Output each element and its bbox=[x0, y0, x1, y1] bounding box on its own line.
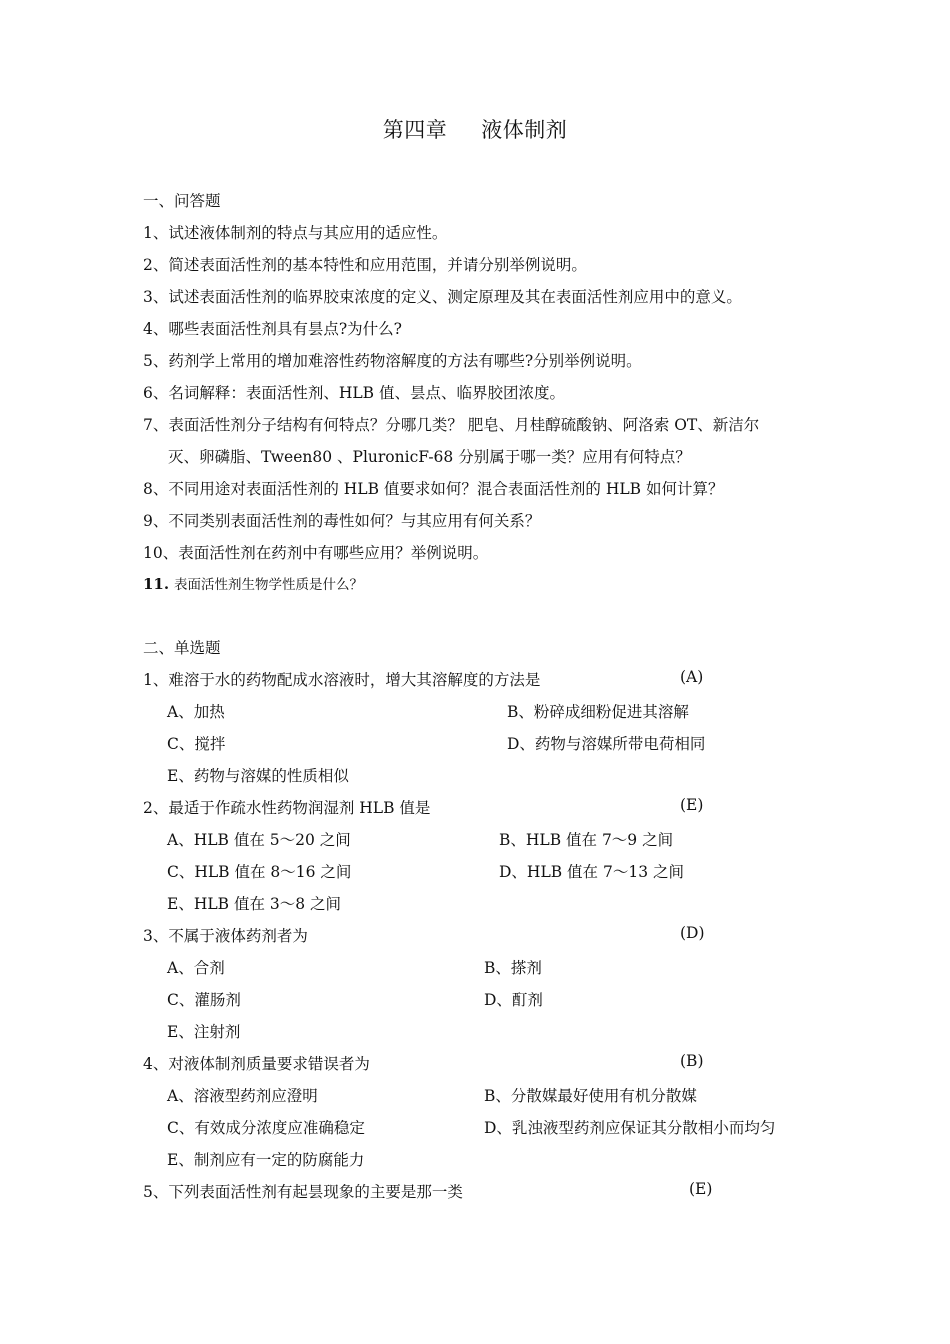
mcq-3-option-c: C、灌肠剂 bbox=[167, 991, 241, 1009]
qa-item-2: 2、简述表面活性剂的基本特性和应用范围，并请分别举例说明。 bbox=[143, 256, 587, 274]
qa-item-4: 4、哪些表面活性剂具有昙点?为什么? bbox=[143, 320, 402, 338]
mcq-4-stem: 4、对液体制剂质量要求错误者为 bbox=[143, 1055, 370, 1073]
qa-item-9: 9、不同类别表面活性剂的毒性如何？与其应用有何关系？ bbox=[143, 512, 541, 530]
mcq-5-answer: (E) bbox=[689, 1180, 713, 1198]
section-heading-qa: 一、问答题 bbox=[143, 192, 221, 210]
qa-item-11 bbox=[143, 573, 363, 593]
mcq-1-answer: (A) bbox=[680, 668, 704, 686]
mcq-3-option-a: A、合剂 bbox=[167, 959, 225, 977]
qa-item-1: 1、试述液体制剂的特点与其应用的适应性。 bbox=[143, 224, 448, 242]
qa-item-5: 5、药剂学上常用的增加难溶性药物溶解度的方法有哪些?分别举例说明。 bbox=[143, 352, 642, 370]
mcq-4-option-a: A、溶液型药剂应澄明 bbox=[167, 1087, 318, 1105]
mcq-1-option-c: C、搅拌 bbox=[167, 735, 226, 753]
mcq-2-stem: 2、最适于作疏水性药物润湿剂 HLB 值是 bbox=[143, 799, 431, 817]
mcq-1-option-d: D、药物与溶媒所带电荷相同 bbox=[507, 735, 706, 753]
mcq-3-stem: 3、不属于液体药剂者为 bbox=[143, 927, 308, 945]
mcq-3-option-b: B、搽剂 bbox=[484, 959, 542, 977]
qa-item-11-text: 表面活性剂生物学性质是什么？ bbox=[174, 577, 364, 593]
qa-item-10: 10、表面活性剂在药剂中有哪些应用？举例说明。 bbox=[143, 544, 489, 562]
mcq-4-option-c: C、有效成分浓度应准确稳定 bbox=[167, 1119, 365, 1137]
qa-item-7: 7、表面活性剂分子结构有何特点？分哪几类？ 肥皂、月桂醇硫酸钠、阿洛索 OT、新洁尔 bbox=[143, 416, 760, 434]
mcq-4-option-b: B、分散媒最好使用有机分散媒 bbox=[484, 1087, 697, 1105]
chapter-number: 第四章 bbox=[382, 118, 448, 142]
qa-item-6: 6、名词解释：表面活性剂、HLB 值、昙点、临界胶团浓度。 bbox=[143, 384, 565, 402]
mcq-5-stem: 5、下列表面活性剂有起昙现象的主要是那一类 bbox=[143, 1183, 463, 1201]
mcq-2-option-d: D、HLB 值在 7～13 之间 bbox=[499, 863, 684, 881]
mcq-4-option-e: E、制剂应有一定的防腐能力 bbox=[167, 1151, 365, 1169]
mcq-2-answer: (E) bbox=[680, 796, 704, 814]
mcq-2-option-b: B、HLB 值在 7～9 之间 bbox=[499, 831, 674, 849]
mcq-4-answer: (B) bbox=[680, 1052, 704, 1070]
mcq-2-option-a: A、HLB 值在 5～20 之间 bbox=[167, 831, 351, 849]
qa-item-3: 3、试述表面活性剂的临界胶束浓度的定义、测定原理及其在表面活性剂应用中的意义。 bbox=[143, 288, 742, 306]
mcq-2-option-e: E、HLB 值在 3～8 之间 bbox=[167, 895, 342, 913]
mcq-1-option-b: B、粉碎成细粉促进其溶解 bbox=[507, 703, 689, 721]
mcq-1-stem: 1、难溶于水的药物配成水溶液时，增大其溶解度的方法是 bbox=[143, 671, 541, 689]
mcq-2-option-c: C、HLB 值在 8～16 之间 bbox=[167, 863, 352, 881]
mcq-1-option-e: E、药物与溶媒的性质相似 bbox=[167, 767, 349, 785]
mcq-4-option-d: D、乳浊液型药剂应保证其分散相小而均匀 bbox=[484, 1119, 776, 1137]
mcq-3-option-e: E、注射剂 bbox=[167, 1023, 241, 1041]
qa-item-7-continued: 灭、卵磷脂、Tween80 、PluronicF-68 分别属于哪一类？应用有何特点？ bbox=[168, 448, 691, 466]
qa-item-8: 8、不同用途对表面活性剂的 HLB 值要求如何？混合表面活性剂的 HLB 如何计算？ bbox=[143, 480, 724, 498]
mcq-1-option-a: A、加热 bbox=[167, 703, 225, 721]
section-heading-mcq: 二、单选题 bbox=[143, 639, 221, 657]
mcq-3-option-d: D、酊剂 bbox=[484, 991, 543, 1009]
chapter-title bbox=[0, 114, 950, 144]
mcq-3-answer: (D) bbox=[680, 924, 705, 942]
qa-item-11-number: 11. bbox=[143, 575, 170, 593]
chapter-name: 液体制剂 bbox=[481, 118, 568, 142]
